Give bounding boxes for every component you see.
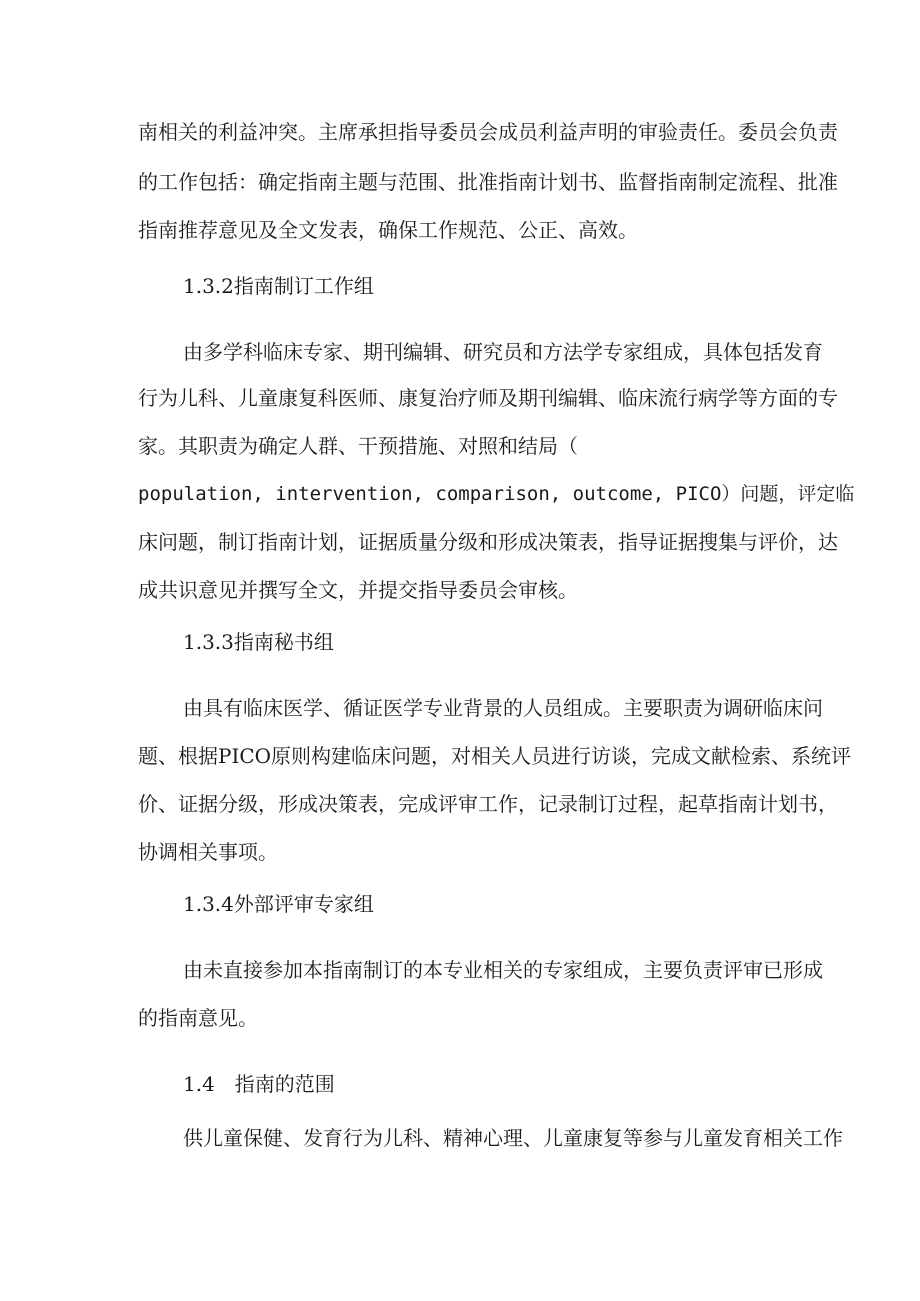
paragraph-4-line-2: 的指南意见。 (138, 1006, 258, 1030)
section-heading-1-3-3: 1.3.3指南秘书组 (183, 630, 334, 654)
section-heading-1-3-2: 1.3.2指南制订工作组 (183, 274, 374, 298)
paragraph-4-line-1: 由未直接参加本指南制订的本专业相关的专家组成，主要负责评审已形成 (183, 958, 823, 982)
paragraph-2-line-2: 行为儿科、儿童康复科医师、康复治疗师及期刊编辑、临床流行病学等方面的专 (138, 386, 838, 410)
paragraph-1-line-1: 南相关的利益冲突。主席承担指导委员会成员利益声明的审验责任。委员会负责 (138, 120, 838, 144)
paragraph-1-line-3: 指南推荐意见及全文发表，确保工作规范、公正、高效。 (138, 218, 638, 242)
paragraph-3-line-4: 协调相关事项。 (138, 840, 278, 864)
paragraph-2-line-5: 床问题，制订指南计划，证据质量分级和形成决策表，指导证据搜集与评价，达 (138, 530, 838, 554)
paragraph-2-line-6: 成共识意见并撰写全文，并提交指导委员会审核。 (138, 578, 578, 602)
paragraph-2-line-4: population, intervention, comparison, outcome, PICO）问题，评定临 (138, 483, 855, 505)
paragraph-3-line-1: 由具有临床医学、循证医学专业背景的人员组成。主要职责为调研临床问 (183, 696, 823, 720)
paragraph-1-line-2: 的工作包括：确定指南主题与范围、批准指南计划书、监督指南制定流程、批准 (138, 170, 838, 194)
paragraph-3-line-2: 题、根据PICO原则构建临床问题，对相关人员进行访谈，完成文献检索、系统评 (138, 744, 852, 768)
paragraph-5-line-1: 供儿童保健、发育行为儿科、精神心理、儿童康复等参与儿童发育相关工作 (183, 1126, 843, 1150)
paragraph-2-line-3: 家。其职责为确定人群、干预措施、对照和结局（ (138, 434, 578, 458)
paragraph-3-line-3: 价、证据分级，形成决策表，完成评审工作，记录制订过程，起草指南计划书， (138, 792, 838, 816)
section-heading-1-3-4: 1.3.4外部评审专家组 (183, 892, 374, 916)
paragraph-2-line-1: 由多学科临床专家、期刊编辑、研究员和方法学专家组成，具体包括发育 (183, 340, 823, 364)
section-heading-1-4: 1.4 指南的范围 (183, 1072, 335, 1096)
